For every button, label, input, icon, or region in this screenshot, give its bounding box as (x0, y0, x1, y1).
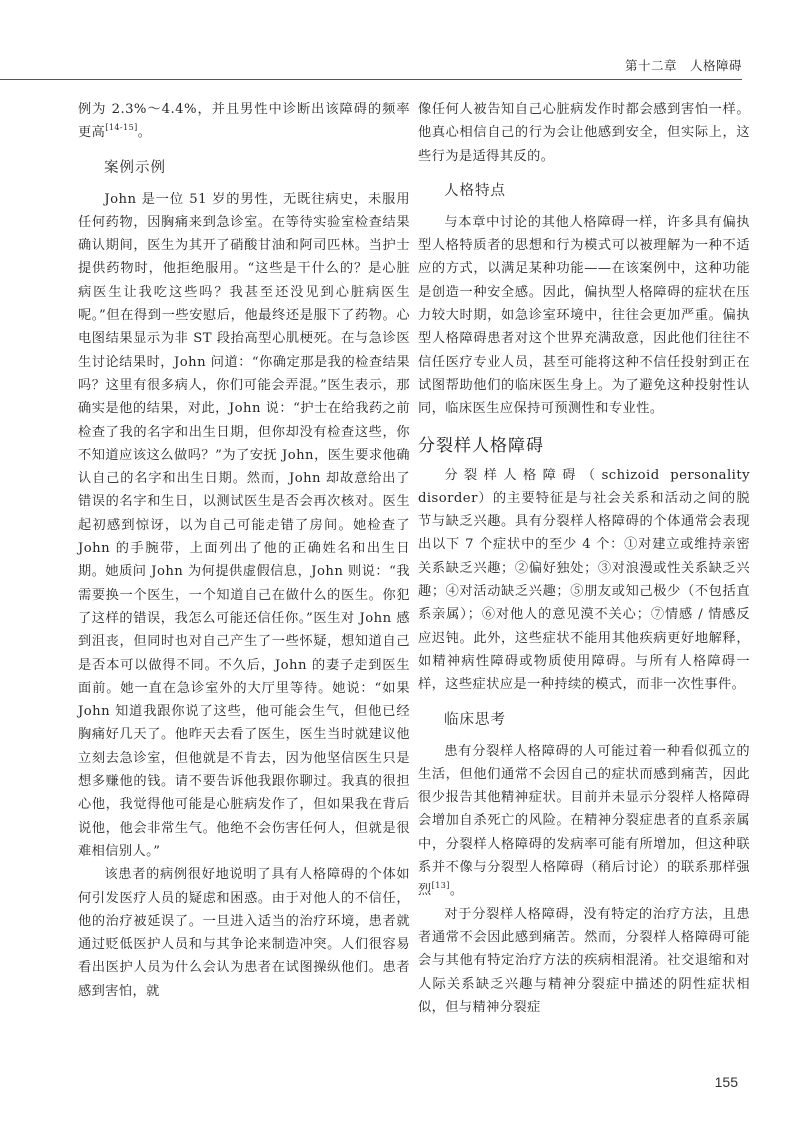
traits-paragraph: 与本章中讨论的其他人格障碍一样，许多具有偏执型人格特质者的思想和行为模式可以被理解为一种不适应的方式，以满足某种功能——在该案例中，这种功能是创造一种安全感。因此，偏执型人格障碍的症状在压力较大时期，如急诊室环境中，往往会更加严重。偏执型人格障碍患者对这个世界充满敌意，因此他们往往不信任医疗专业人员，甚至可能将这种不信任投射到正在试图帮助他们的临床医生身上。为了避免这种投射性认同，临床医生应保持可预测性和专业性。 (418, 214, 750, 417)
clinical-paragraph-1 (418, 740, 750, 903)
right-column (418, 98, 750, 1019)
schizoid-paragraph: 分裂样人格障碍（schizoid personality disorder）的主要特征是与社会关系和活动之间的脱节与缺乏兴趣。具有分裂样人格障碍的个体通常会表现出以下 7 个症状中的至少 4 个：①对建立或维持亲密关系缺乏兴趣；②偏好独处；③对浪漫或性关系缺乏兴趣；④对活动缺乏兴趣；⑤朋友或知己极少（不包括直系亲属）；⑥对他人的意见漠不关心；⑦情感 / 情感反应迟钝。此外，这些症状不能用其他疾病更好地解释，如精神病性障碍或物质使用障碍。与所有人格障碍一样，这些症状应是一种持续的模式，而非一次性事件。 (418, 467, 750, 693)
intro-text: 例为 2.3%～4.4%，并且男性中诊断出该障碍的频率更高 (78, 102, 410, 141)
header-rule (0, 79, 742, 80)
case-example-heading: 案例示例 (104, 159, 166, 176)
clinical-heading: 临床思考 (444, 711, 506, 728)
discussion-paragraph: 该患者的病例很好地说明了具有人格障碍的个体如何引发医疗人员的疑虑和困惑。由于对他人的不信任，他的治疗被延误了。一旦进入适当的治疗环境，患者就通过贬低医护人员和与其争论来制造冲突。人们很容易看出医护人员为什么会认为患者在试图操纵他们。患者感到害怕，就 (78, 867, 410, 999)
left-column (78, 98, 410, 1003)
running-header: 第十二章 人格障碍 (624, 58, 742, 73)
clinical-text: 患有分裂样人格障碍的人可能过着一种看似孤立的生活，但他们通常不会因自己的症状而感到痛苦，因此很少报告其他精神症状。目前并未显示分裂样人格障碍会增加自杀死亡的风险。在精神分裂症患者的直系亲属中，分裂样人格障碍的发病率可能有所增加，但这种联系并不像与分裂型人格障碍（稍后讨论）的联系那样强烈 (418, 743, 750, 899)
intro-paragraph (78, 98, 410, 145)
citation-ref: [13] (431, 881, 450, 891)
clinical-end: 。 (449, 883, 464, 899)
intro-end: 。 (137, 125, 152, 141)
case-paragraph: John 是一位 51 岁的男性，无既往病史，未服用任何药物，因胸痛来到急诊室。在等待实验室检查结果确认期间，医生为其开了硝酸甘油和阿司匹林。当护士提供药物时，他拒绝服用。“这些是干什么的？是心脏病医生让我吃这些吗？我甚至还没见到心脏病医生呢。”但在得到一些安慰后，他最终还是服下了药物。心电图结果显示为非 ST 段抬高型心肌梗死。在与急诊医生讨论结果时，John 问道：“你确定那是我的检查结果吗？这里有很多病人，你们可能会弄混。”医生表示，那确实是他的结果，对此，John 说：“护士在给我药之前检查了我的名字和出生日期，但你却没有检查这些，你不知道应该这么做吗？”为了安抚 John，医生要求他确认自己的名字和出生日期。然而，John 却故意给出了错误的名字和生日，以测试医生是否会再次核对。医生起初感到惊讶，以为自己可能走错了房间。她检查了 John 的手腕带，上面列出了他的正确姓名和出生日期。她质问 John 为何提供虚假信息，John 则说：“我需要换一个医生，一个知道自己在做什么的医生。你犯了这样的错误，我怎么可能还信任你。”医生对 John 感到沮丧，但同时也对自己产生了一些怀疑，想知道自己是否本可以做得不同。不久后，John 的妻子走到医生面前。她一直在急诊室外的大厅里等待。她说：“如果 John 知道我跟你说了这些，他可能会生气，但他已经胸痛好几天了。他昨天去看了医生，医生当时就建议他立刻去急诊室，但他就是不肯去，因为他坚信医生只是想多赚他的钱。请不要告诉他我跟你聊过。我真的很担心他，我觉得他可能是心脏病发作了，但如果我在背后说他，他会非常生气。他绝不会伤害任何人，但就是很难相信别人。” (78, 191, 410, 859)
clinical-paragraph-2: 对于分裂样人格障碍，没有特定的治疗方法，且患者通常不会因此感到痛苦。然而，分裂样人格障碍可能会与其他有特定治疗方法的疾病相混淆。社交退缩和对人际关系缺乏兴趣与精神分裂症中描述的阴性症状相似，但与精神分裂症 (418, 906, 750, 1015)
continuation-paragraph: 像任何人被告知自己心脏病发作时都会感到害怕一样。他真心相信自己的行为会让他感到安全，但实际上，这些行为是适得其反的。 (418, 102, 750, 164)
traits-heading: 人格特点 (444, 182, 506, 199)
schizoid-section-heading: 分裂样人格障碍 (418, 435, 544, 456)
page-number: 155 (714, 1074, 738, 1090)
citation-ref: [14-15] (105, 123, 138, 133)
